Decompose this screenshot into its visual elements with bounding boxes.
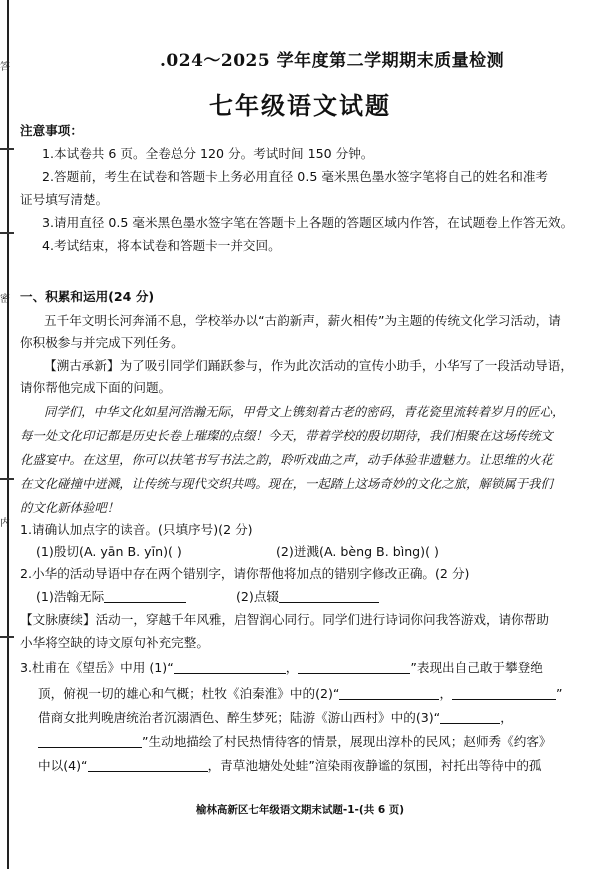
notes-heading: 注意事项：	[20, 123, 83, 138]
question-2-stem: 2.小华的活动导语中存在两个错别字，请你帮他将加点的错别字修改正确。(2 分)	[20, 566, 470, 581]
question-2-word-a: (1)浩翰无际	[36, 589, 105, 604]
task-line: 【溯古承新】为了吸引同学们踊跃参与，作为此次活动的宣传小助手，小华写了一段活动导语，	[44, 358, 573, 373]
binding-margin-line	[7, 0, 9, 869]
notes-item: 4.考试结束，将本试卷和答题卡一并交回。	[42, 238, 281, 253]
page-footer: 榆林高新区七年级语文期末试题-1-(共 6 页)	[195, 804, 405, 816]
answer-blank[interactable]	[440, 711, 500, 724]
answer-blank[interactable]	[174, 661, 286, 674]
question-2-item-b	[236, 589, 379, 605]
answer-blank[interactable]	[104, 590, 186, 603]
margin-mark: 密	[0, 294, 10, 305]
passage-line: 同学们，中华文化如星河浩瀚无际，甲骨文上镌刻着古老的密码，青花瓷里流转着岁月的匠心，	[44, 404, 565, 419]
question-1-option-b: (2)迸溅(A. bèng B. bìng)( )	[276, 544, 439, 559]
question-1-option-a: (1)殷切(A. yān B. yīn)( )	[36, 544, 182, 559]
passage-line: 的文化新体验吧！	[20, 500, 120, 515]
notes-item: 2.答题前，考生在试卷和答题卡上务必用直径 0.5 毫米黑色墨水签字笔将自己的姓名和准考	[42, 169, 549, 184]
answer-blank[interactable]	[339, 687, 439, 700]
intro-line: 你积极参与并完成下列任务。	[20, 335, 184, 350]
passage-line: 化盛宴中。在这里，你可以扶笔书写书法之韵，聆听戏曲之声，动手体验非遗魅力。让思维的火花	[20, 452, 553, 467]
notes-item: 3.请用直径 0.5 毫米黑色墨水签字笔在答题卡上各题的答题区域内作答，在试题卷上作答无效。	[42, 215, 574, 230]
task-line: 【文脉赓续】活动一，穿越千年风雅，启智润心同行。同学们进行诗词你问我答游戏，请你帮助	[20, 612, 549, 627]
answer-blank[interactable]	[38, 735, 142, 748]
exam-main-title: 七年级语文试题	[209, 91, 391, 120]
answer-blank[interactable]	[452, 687, 556, 700]
margin-tick	[0, 636, 14, 638]
question-3-line: 3.杜甫在《望岳》中用 (1)“ ， ”表现出自己敢于攀登绝	[20, 660, 543, 675]
notes-item: 证号填写清楚。	[20, 192, 109, 207]
passage-line: 每一处文化印记都是历史长卷上璀璨的点缀！今天，带着学校的殷切期待，我们相聚在这场传统文	[20, 428, 553, 443]
question-2-item-a	[36, 589, 186, 605]
passage-line: 在文化碰撞中迸溅，让传统与现代交织共鸣。现在，一起踏上这场奇妙的文化之旅，解锁属于我们	[20, 476, 553, 491]
question-3-line: 中以(4)“ ，青草池塘处处蛙”渲染雨夜静谧的氛围，衬托出等待中的孤	[38, 758, 542, 773]
section-heading: 一、积累和运用(24 分)	[20, 289, 155, 304]
answer-blank[interactable]	[88, 759, 208, 772]
exam-header-title: .024～2025 学年度第二学期期末质量检测	[160, 51, 505, 71]
question-2-word-b: (2)点辍	[236, 589, 280, 604]
margin-tick	[0, 148, 14, 150]
margin-mark: 答	[0, 62, 10, 73]
question-3-line: 借商女批判晚唐统治者沉溺酒色、醉生梦死；陆游《游山西村》中的(3)“ ，	[38, 710, 513, 725]
notes-item: 1.本试卷共 6 页。全卷总分 120 分。考试时间 150 分钟。	[42, 146, 374, 161]
question-3-line: ”生动地描绘了村民热情待客的情景，展现出淳朴的民风；赵师秀《约客》	[38, 734, 552, 750]
intro-line: 五千年文明长河奔涌不息，学校举办以“古韵新声，薪火相传”为主题的传统文化学习活动，请	[44, 313, 561, 328]
margin-mark: 内	[0, 518, 10, 529]
question-3-line: 顶，俯视一切的雄心和气概；杜牧《泊秦淮》中的(2)“ ， ”	[38, 686, 563, 701]
answer-blank[interactable]	[298, 661, 410, 674]
margin-tick	[0, 478, 14, 480]
task-line: 小华将空缺的诗文原句补充完整。	[20, 635, 209, 650]
task-line: 请你帮他完成下面的问题。	[20, 380, 172, 395]
answer-blank[interactable]	[279, 590, 379, 603]
margin-tick	[0, 232, 14, 234]
question-1-stem: 1.请确认加点字的读音。(只填序号)(2 分)	[20, 522, 253, 537]
